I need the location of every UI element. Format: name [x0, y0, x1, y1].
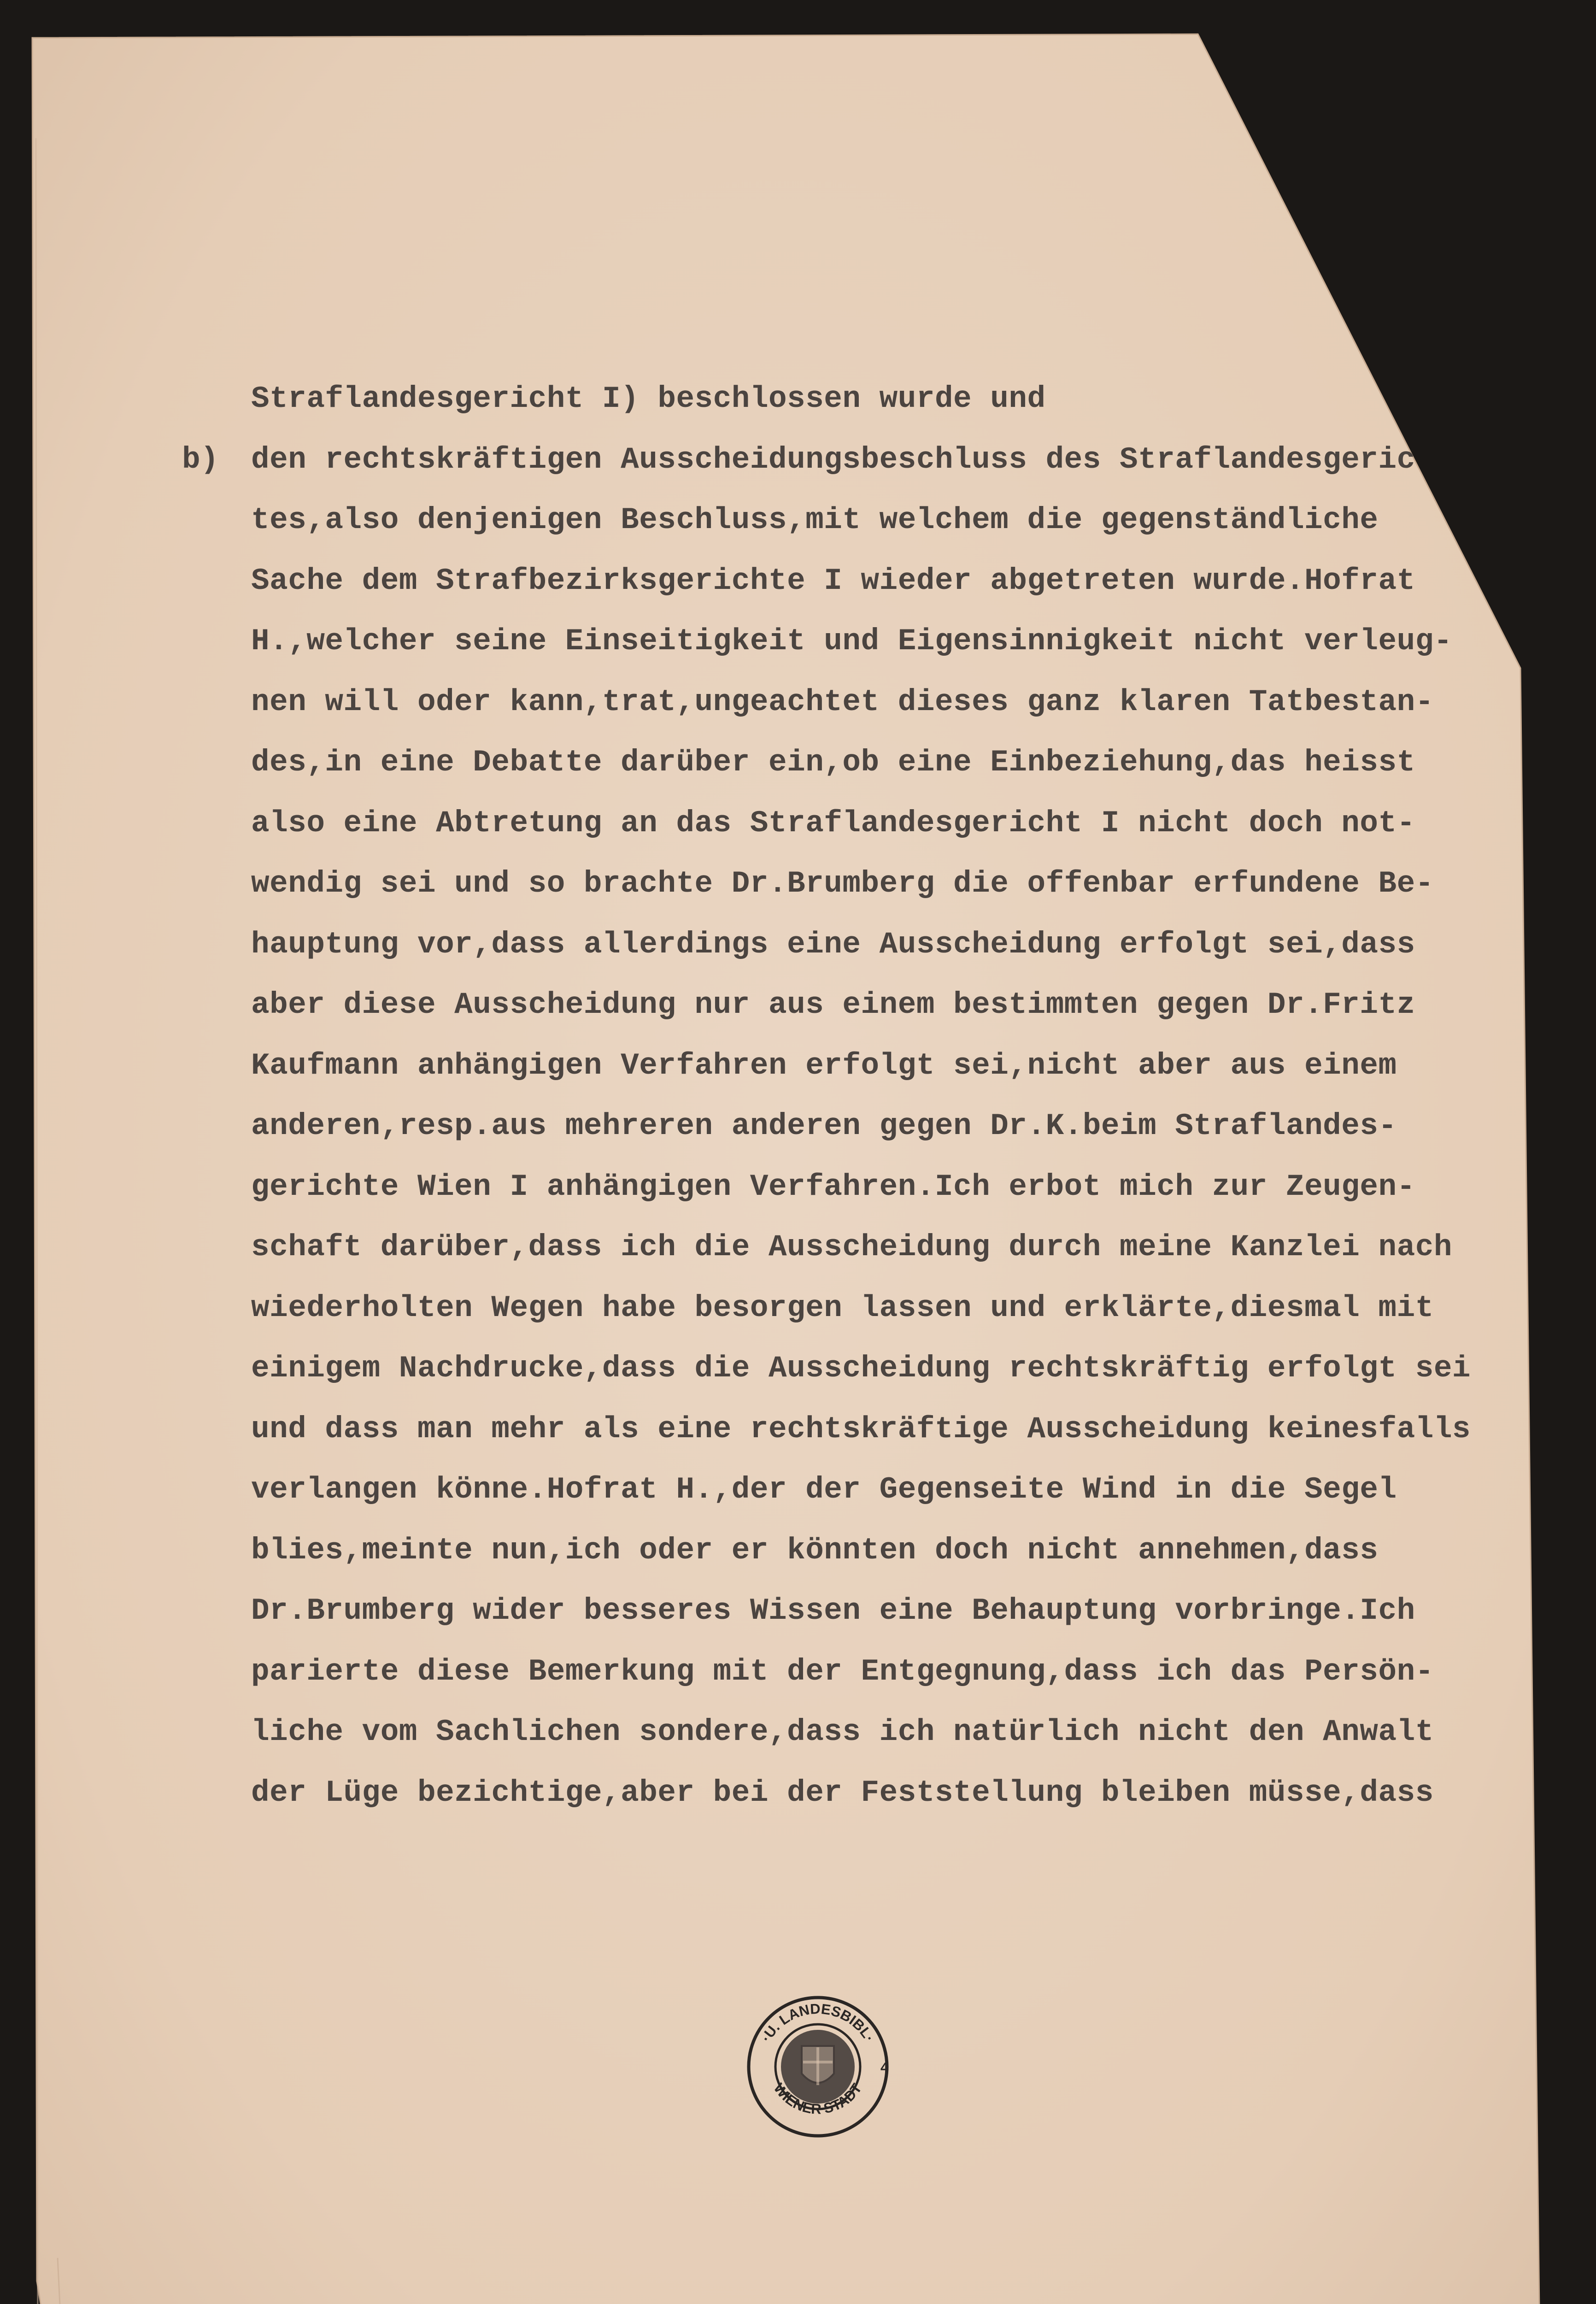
line-text: nen will oder kann,trat,ungeachtet dieses ganz klaren Tatbestan- [251, 684, 1434, 719]
line-text: tes,also denjenigen Beschluss,mit welchem die gegenständliche [251, 503, 1379, 537]
line-text: hauptung vor,dass allerdings eine Ausscheidung erfolgt sei,dass [251, 927, 1415, 962]
stamp-seal [744, 1993, 892, 2140]
text-line [251, 793, 1458, 854]
text-line [251, 1459, 1458, 1520]
text-line [251, 1641, 1458, 1702]
line-text: parierte diese Bemerkung mit der Entgegnung,dass ich das Persön- [251, 1654, 1434, 1689]
stamp-number: 4 [880, 2059, 889, 2075]
line-text: aber diese Ausscheidung nur aus einem bestimmten gegen Dr.Fritz [251, 987, 1415, 1022]
stamp-bottom-text: WIENER STADT [770, 2080, 865, 2117]
text-line [251, 1702, 1458, 1763]
line-text: anderen,resp.aus mehreren anderen gegen Dr.K.beim Straflandes- [251, 1109, 1397, 1143]
line-text: H.,welcher seine Einseitigkeit und Eigensinnigkeit nicht verleug- [251, 624, 1452, 658]
text-line [251, 1763, 1458, 1823]
line-text: Straflandesgericht I) beschlossen wurde und [251, 382, 1046, 416]
line-text: Sache dem Strafbezirksgerichte I wieder abgetreten wurde.Hofrat [251, 563, 1415, 598]
line-text: gerichte Wien I anhängigen Verfahren.Ich erbot mich zur Zeugen- [251, 1169, 1415, 1204]
text-line [251, 1217, 1458, 1278]
text-line [182, 429, 1458, 490]
text-line [251, 672, 1458, 733]
text-line [251, 1520, 1458, 1581]
text-line [251, 975, 1458, 1035]
text-line [251, 1096, 1458, 1157]
text-line [251, 369, 1458, 429]
line-text: den rechtskräftigen Ausscheidungsbeschluss des Straflandesgeric [251, 442, 1415, 477]
line-text: des,in eine Debatte darüber ein,ob eine Einbeziehung,das heisst [251, 745, 1415, 780]
line-text: Kaufmann anhängigen Verfahren erfolgt sei,nicht aber aus einem [251, 1048, 1397, 1083]
text-line [251, 1338, 1471, 1399]
library-stamp [744, 1993, 892, 2143]
line-text: wendig sei und so brachte Dr.Brumberg die offenbar erfundene Be- [251, 866, 1434, 901]
list-marker-b: b) [182, 442, 219, 477]
text-line [251, 914, 1458, 975]
line-text: blies,meinte nun,ich oder er könnten doch nicht annehmen,dass [251, 1533, 1379, 1568]
line-text: wiederholten Wegen habe besorgen lassen und erklärte,diesmal mit [251, 1290, 1434, 1325]
line-text: der Lüge bezichtige,aber bei der Feststellung bleiben müsse,dass [251, 1775, 1434, 1810]
text-line [251, 551, 1458, 611]
text-line [251, 1035, 1458, 1096]
text-line [251, 1278, 1458, 1339]
typewritten-text [182, 369, 1471, 1823]
text-line [251, 1157, 1458, 1217]
text-line [251, 732, 1458, 793]
stamp-top-text: ·U. LANDESBIBL· [757, 2000, 878, 2045]
text-line [251, 853, 1458, 914]
text-line [251, 1399, 1471, 1460]
line-text: verlangen könne.Hofrat H.,der der Gegenseite Wind in die Segel [251, 1472, 1397, 1507]
line-text: schaft darüber,dass ich die Ausscheidung durch meine Kanzlei nach [251, 1230, 1452, 1264]
line-text: und dass man mehr als eine rechtskräftige Ausscheidung keinesfalls [251, 1411, 1471, 1446]
line-text: also eine Abtretung an das Straflandesgericht I nicht doch not- [251, 805, 1415, 840]
text-line [251, 490, 1458, 551]
line-text: einigem Nachdrucke,dass die Ausscheidung rechtskräftig erfolgt sei [251, 1351, 1471, 1386]
text-line [251, 1581, 1458, 1641]
line-text: liche vom Sachlichen sondere,dass ich natürlich nicht den Anwalt [251, 1715, 1434, 1749]
line-text: Dr.Brumberg wider besseres Wissen eine Behauptung vorbringe.Ich [251, 1593, 1415, 1628]
text-line [251, 611, 1458, 672]
